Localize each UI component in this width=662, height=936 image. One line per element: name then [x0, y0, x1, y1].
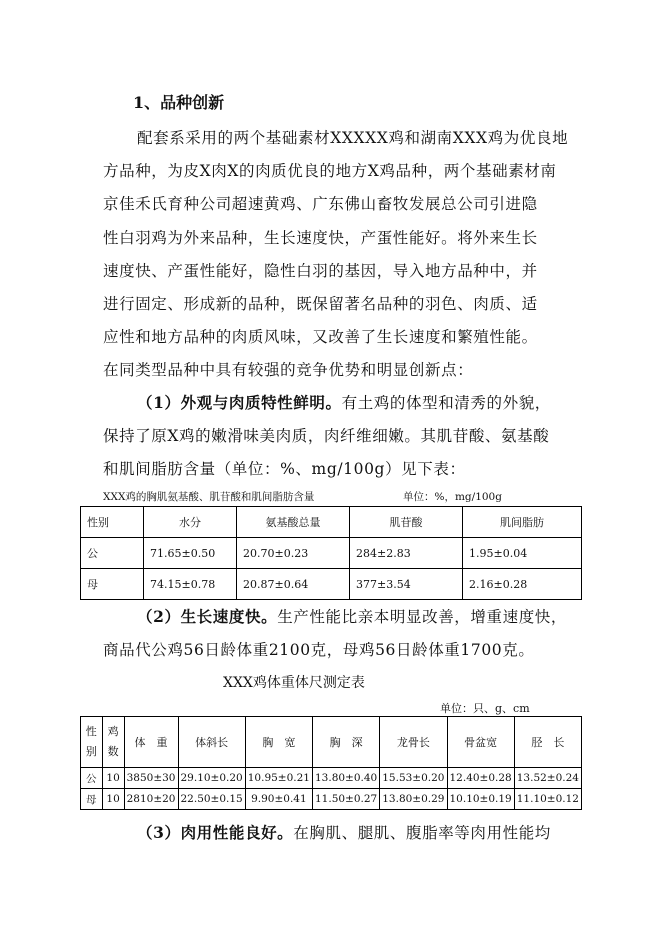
table-header: 性别	[81, 507, 144, 538]
header-char: 数	[107, 745, 119, 758]
table-cell: 22.50±0.15	[178, 789, 245, 810]
point2-heading: （2）生长速度快。	[137, 607, 278, 626]
table-header: 骨盆宽	[447, 717, 514, 768]
table-row	[81, 789, 582, 810]
table-row	[81, 538, 582, 569]
point2-line: 商品代公鸡56日龄体重2100克，母鸡56日龄体重1700克。	[103, 641, 535, 659]
header-char: 性	[85, 725, 97, 738]
table-header: 肌间脂肪	[463, 507, 582, 538]
intro-line: 方品种，为皮X肉X的肉质优良的地方X鸡品种，两个基础素材南	[103, 162, 557, 180]
table-cell: 11.10±0.12	[514, 789, 581, 810]
table-header: 龙骨长	[380, 717, 447, 768]
table-cell: 10.10±0.19	[447, 789, 514, 810]
table-cell: 71.65±0.50	[144, 538, 237, 569]
point1-line: 保持了原X鸡的嫩滑味美肉质，肉纤维细嫩。其肌苷酸、氨基酸	[103, 427, 550, 445]
intro-line: 应性和地方品种的肉质风味，又改善了生长速度和繁殖性能。	[103, 328, 538, 346]
table-cell: 13.52±0.24	[514, 768, 581, 789]
point2-text: 生产性能比亲本明显改善，增重速度快，	[277, 608, 567, 626]
table-cell: 11.50±0.27	[313, 789, 380, 810]
table-cell: 母	[81, 569, 144, 600]
table-header: 胫 长	[514, 717, 581, 768]
header-char: 别	[85, 745, 97, 758]
point3-heading: （3）肉用性能良好。	[137, 823, 294, 842]
table-cell: 29.10±0.20	[178, 768, 245, 789]
table-cell: 2.16±0.28	[463, 569, 582, 600]
intro-line: 速度快、产蛋性能好，隐性白羽的基因，导入地方品种中，并	[103, 262, 538, 280]
point1-paragraph	[137, 391, 551, 413]
body-measurement-table	[80, 716, 582, 810]
table-cell: 1.95±0.04	[463, 538, 582, 569]
point3-text: 在胸肌、腿肌、腹脂率等肉用性能均	[293, 824, 551, 842]
table-row	[81, 569, 582, 600]
table1-unit: 单位：%，mg/100g	[403, 491, 502, 503]
intro-line: 配套系采用的两个基础素材XXXXX鸡和湖南XXX鸡为优良地	[137, 129, 569, 147]
table-cell: 20.70±0.23	[237, 538, 350, 569]
header-char: 鸡	[107, 725, 119, 738]
table-header-count	[102, 717, 124, 768]
table-cell: 2810±20	[124, 789, 178, 810]
table2-caption: XXX鸡体重体尺测定表	[223, 675, 365, 691]
table-cell: 74.15±0.78	[144, 569, 237, 600]
amino-acid-table	[80, 506, 582, 600]
table-header: 氨基酸总量	[237, 507, 350, 538]
point1-line: 和肌间脂肪含量（单位：%、mg/100g）见下表：	[103, 460, 466, 478]
point1-heading: （1）外观与肉质特性鲜明。	[137, 393, 342, 412]
table-header: 体斜长	[178, 717, 245, 768]
table-header-row	[81, 507, 582, 538]
table-row	[81, 768, 582, 789]
table-header: 肌苷酸	[350, 507, 463, 538]
table2-unit: 单位：只、g、cm	[440, 702, 530, 715]
table-cell: 母	[81, 789, 103, 810]
intro-line: 京佳禾氏育种公司超速黄鸡、广东佛山畜牧发展总公司引进隐	[103, 195, 538, 213]
table-cell: 377±3.54	[350, 569, 463, 600]
table-cell: 13.80±0.29	[380, 789, 447, 810]
section-title: 1、品种创新	[133, 93, 225, 112]
table-cell: 10	[102, 768, 124, 789]
table-cell: 12.40±0.28	[447, 768, 514, 789]
table-cell: 公	[81, 538, 144, 569]
intro-line: 进行固定、形成新的品种，既保留著名品种的羽色、肉质、适	[103, 295, 538, 313]
intro-line: 在同类型品种中具有较强的竞争优势和明显创新点：	[103, 361, 474, 379]
point1-text: 有土鸡的体型和清秀的外貌，	[341, 394, 551, 412]
table-header: 水分	[144, 507, 237, 538]
table-header: 体 重	[124, 717, 178, 768]
table-cell: 10	[102, 789, 124, 810]
point2-paragraph	[137, 605, 567, 627]
table-cell: 公	[81, 768, 103, 789]
table-cell: 20.87±0.64	[237, 569, 350, 600]
intro-line: 性白羽鸡为外来品种，生长速度快，产蛋性能好。将外来生长	[103, 229, 538, 247]
table-header: 胸 宽	[245, 717, 312, 768]
table-cell: 284±2.83	[350, 538, 463, 569]
table-cell: 10.95±0.21	[245, 768, 312, 789]
table-header: 胸 深	[313, 717, 380, 768]
table-cell: 9.90±0.41	[245, 789, 312, 810]
point3-paragraph	[137, 821, 551, 843]
table-header-row	[81, 717, 582, 768]
table-cell: 15.53±0.20	[380, 768, 447, 789]
table-cell: 3850±30	[124, 768, 178, 789]
table1-caption: XXX鸡的胸肌氨基酸、肌苷酸和肌间脂肪含量	[103, 491, 315, 503]
table-header-sex	[81, 717, 103, 768]
table-cell: 13.80±0.40	[313, 768, 380, 789]
